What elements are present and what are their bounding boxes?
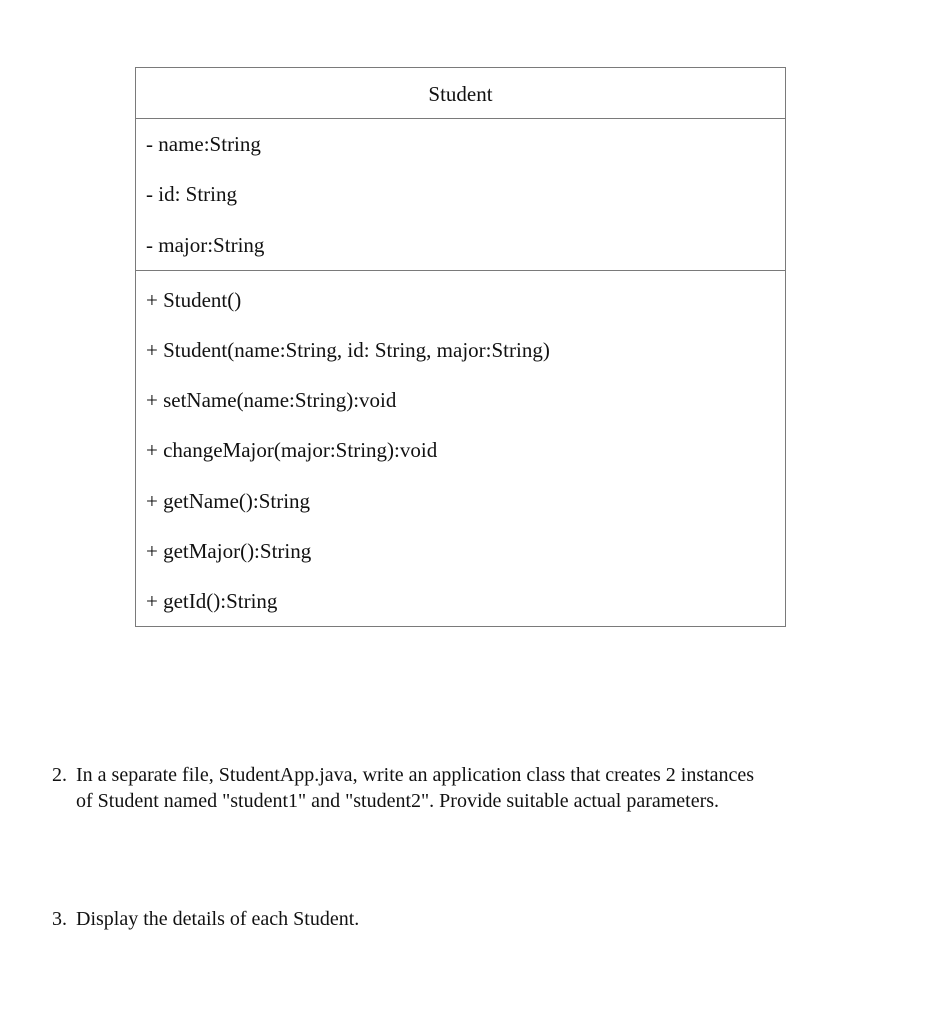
uml-attribute: - id: String: [146, 182, 238, 207]
question-2: [52, 762, 754, 814]
uml-attributes-section: [136, 119, 785, 271]
uml-operations-section: [136, 271, 785, 627]
uml-operation: + Student(name:String, id: String, major:String): [146, 337, 550, 362]
uml-class-name: Student: [136, 68, 785, 119]
uml-attribute: - major:String: [146, 232, 265, 257]
uml-operation: + getName():String: [146, 488, 311, 513]
question-2-line-2: of Student named "student1" and "student2". Provide suitable actual parameters.: [76, 790, 720, 812]
question-2-text: In a separate file, StudentApp.java, write an application class that creates 2 instances: [76, 764, 755, 786]
question-3-number: 3.: [52, 908, 67, 930]
uml-class-diagram: [135, 67, 786, 627]
question-3-text: Display the details of each Student.: [76, 908, 360, 930]
uml-operation: + changeMajor(major:String):void: [146, 438, 438, 463]
uml-operation: + Student(): [146, 287, 242, 312]
question-2-line-1: [52, 762, 754, 788]
uml-operation: + getMajor():String: [146, 539, 312, 564]
question-2-number: 2.: [52, 764, 67, 786]
uml-operation: + setName(name:String):void: [146, 388, 397, 413]
question-3: [52, 906, 359, 932]
uml-attribute: - name:String: [146, 132, 261, 156]
uml-operation: + getId():String: [146, 589, 278, 614]
